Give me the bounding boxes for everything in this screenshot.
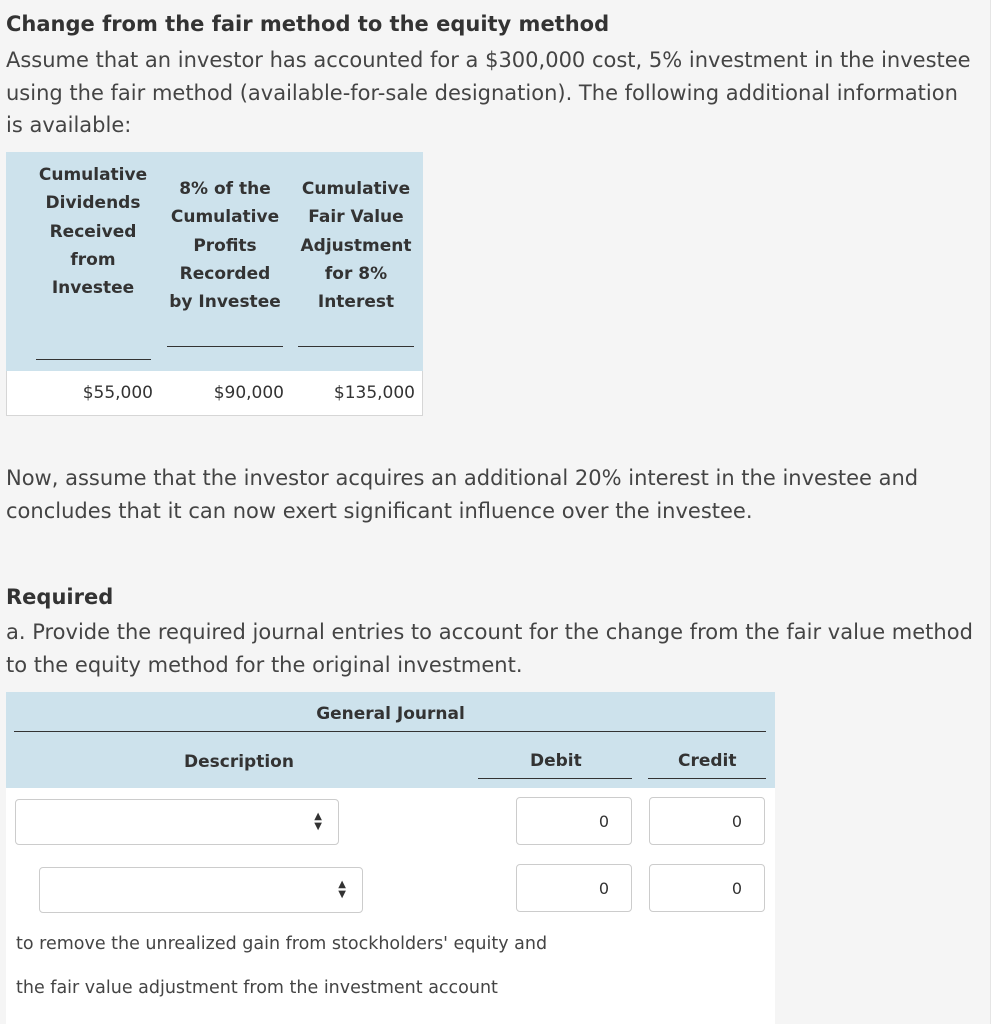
column-underline	[167, 346, 283, 347]
problem-title: Change from the fair method to the equity method	[6, 12, 610, 36]
entry-note-line-2: the fair value adjustment from the investment account	[16, 978, 498, 998]
general-journal	[6, 692, 775, 1024]
column-underline	[298, 346, 414, 347]
dividends-value: $55,000	[82, 383, 153, 403]
select-updown-icon: ▲ ▼	[314, 811, 322, 832]
header-cumulative-dividends: Cumulative Dividends Received from Investee	[38, 165, 148, 299]
debit-input-1[interactable]	[516, 797, 632, 845]
intro-paragraph: Assume that an investor has accounted for a $300,000 cost, 5% investment in the investee using the fair method (available-for-sale designation). The following additional information is available:	[6, 48, 971, 137]
column-underline	[36, 359, 151, 360]
account-select-1[interactable]	[15, 799, 339, 845]
header-profits-recorded: 8% of the Cumulative Profits Recorded by Investee	[169, 179, 281, 313]
info-table-header	[6, 152, 423, 371]
header-fair-value-adjustment: Cumulative Fair Value Adjustment for 8% Interest	[300, 179, 412, 313]
debit-underline	[478, 778, 632, 779]
credit-column-header: Credit	[678, 751, 737, 771]
journal-header	[6, 692, 775, 788]
info-table-row	[6, 371, 423, 416]
info-table	[6, 152, 423, 416]
required-text: a. Provide the required journal entries to account for the change from the fair value method to the equity method for the original investment.	[6, 620, 973, 677]
fair-value-adjustment-value: $135,000	[333, 383, 415, 403]
profits-value: $90,000	[213, 383, 284, 403]
debit-input-2[interactable]	[516, 864, 632, 912]
scenario-paragraph: Now, assume that the investor acquires an additional 20% interest in the investee and concludes that it can now exert significant influence over the investee.	[6, 466, 919, 523]
required-heading: Required	[6, 585, 114, 609]
entry-note-line-1: to remove the unrealized gain from stockholders' equity and	[16, 934, 548, 954]
account-select-2[interactable]	[39, 867, 363, 913]
credit-input-1[interactable]	[649, 797, 765, 845]
journal-title: General Journal	[316, 704, 465, 724]
debit-column-header: Debit	[530, 751, 582, 771]
scrollbar-track[interactable]	[990, 0, 1002, 1024]
credit-input-2[interactable]	[649, 864, 765, 912]
credit-underline	[648, 778, 766, 779]
description-column-header: Description	[184, 752, 294, 772]
journal-title-underline	[14, 731, 766, 732]
select-updown-icon: ▲ ▼	[338, 879, 346, 900]
